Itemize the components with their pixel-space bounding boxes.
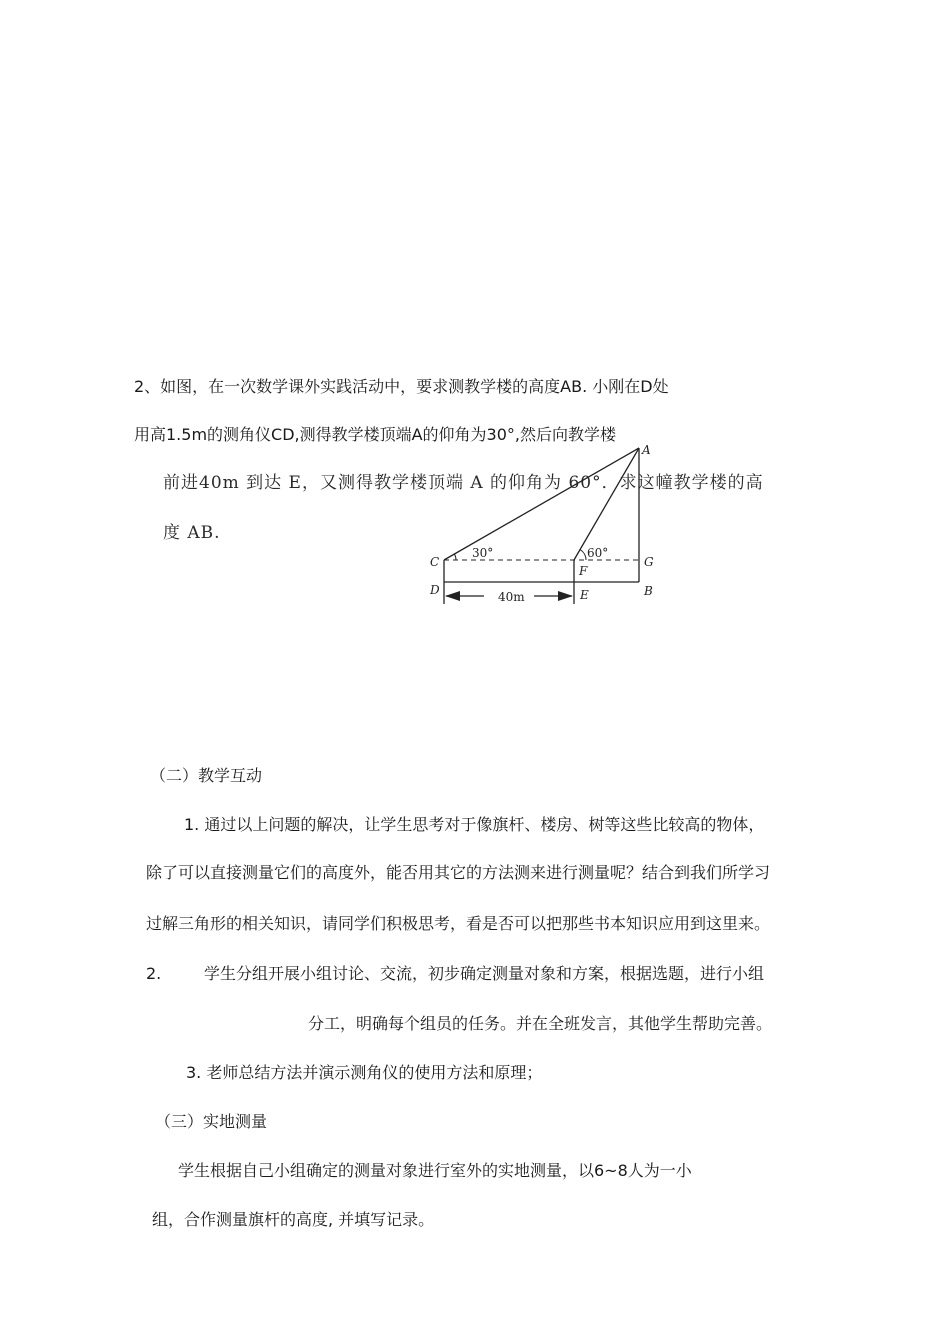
item-1-line-1: 1. 通过以上问题的解决，让学生思考对于像旗杆、楼房、树等这些比较高的物体，	[184, 815, 765, 834]
section-3-line-2: 组，合作测量旗杆的高度, 并填写记录。	[152, 1210, 435, 1229]
problem-line-2: 用高1.5m的测角仪CD,测得教学楼顶端A的仰角为30°,然后向教学楼	[134, 425, 617, 444]
problem-line-3: 前进40m 到达 E，又测得教学楼顶端 A 的仰角为 60°．求这幢教学楼的高	[163, 473, 764, 493]
section-3-heading: （三）实地测量	[155, 1112, 268, 1131]
geometry-diagram	[420, 436, 670, 612]
label-g: G	[644, 555, 654, 569]
label-d: D	[430, 583, 440, 597]
angle-arc-c	[454, 554, 456, 560]
item-2-line-2: 分工，明确每个组员的任务。并在全班发言，其他学生帮助完善。	[308, 1014, 773, 1033]
arrow-right-icon	[558, 591, 573, 601]
angle-label-60: 60°	[587, 546, 609, 560]
label-e: E	[580, 588, 589, 602]
item-3: 3. 老师总结方法并演示测角仪的使用方法和原理；	[186, 1063, 543, 1082]
item-1-line-3: 过解三角形的相关知识，请同学们积极思考，看是否可以把那些书本知识应用到这里来。	[146, 914, 771, 933]
distance-label: 40m	[498, 590, 525, 604]
line-ca	[444, 448, 639, 560]
section-3-line-1: 学生根据自己小组确定的测量对象进行室外的实地测量，以6~8人为一小	[178, 1161, 692, 1180]
label-f: F	[579, 564, 588, 578]
section-2-heading: （二）教学互动	[150, 766, 263, 785]
item-1-line-2: 除了可以直接测量它们的高度外，能否用其它的方法测来进行测量呢？结合到我们所学习	[146, 863, 771, 882]
angle-label-30: 30°	[472, 546, 494, 560]
problem-line-4: 度 AB.	[163, 523, 221, 543]
arrow-left-icon	[445, 591, 460, 601]
label-b: B	[644, 584, 653, 598]
item-2-line-1: 学生分组开展小组讨论、交流，初步确定测量对象和方案，根据选题，进行小组	[204, 964, 765, 983]
label-c: C	[430, 555, 440, 569]
problem-line-1: 2、如图，在一次数学课外实践活动中，要求测教学楼的高度AB. 小刚在D处	[134, 377, 669, 396]
label-a: A	[642, 443, 651, 457]
line-fa	[574, 448, 639, 560]
angle-arc-f	[580, 550, 586, 560]
item-2-number: 2.	[146, 964, 162, 983]
